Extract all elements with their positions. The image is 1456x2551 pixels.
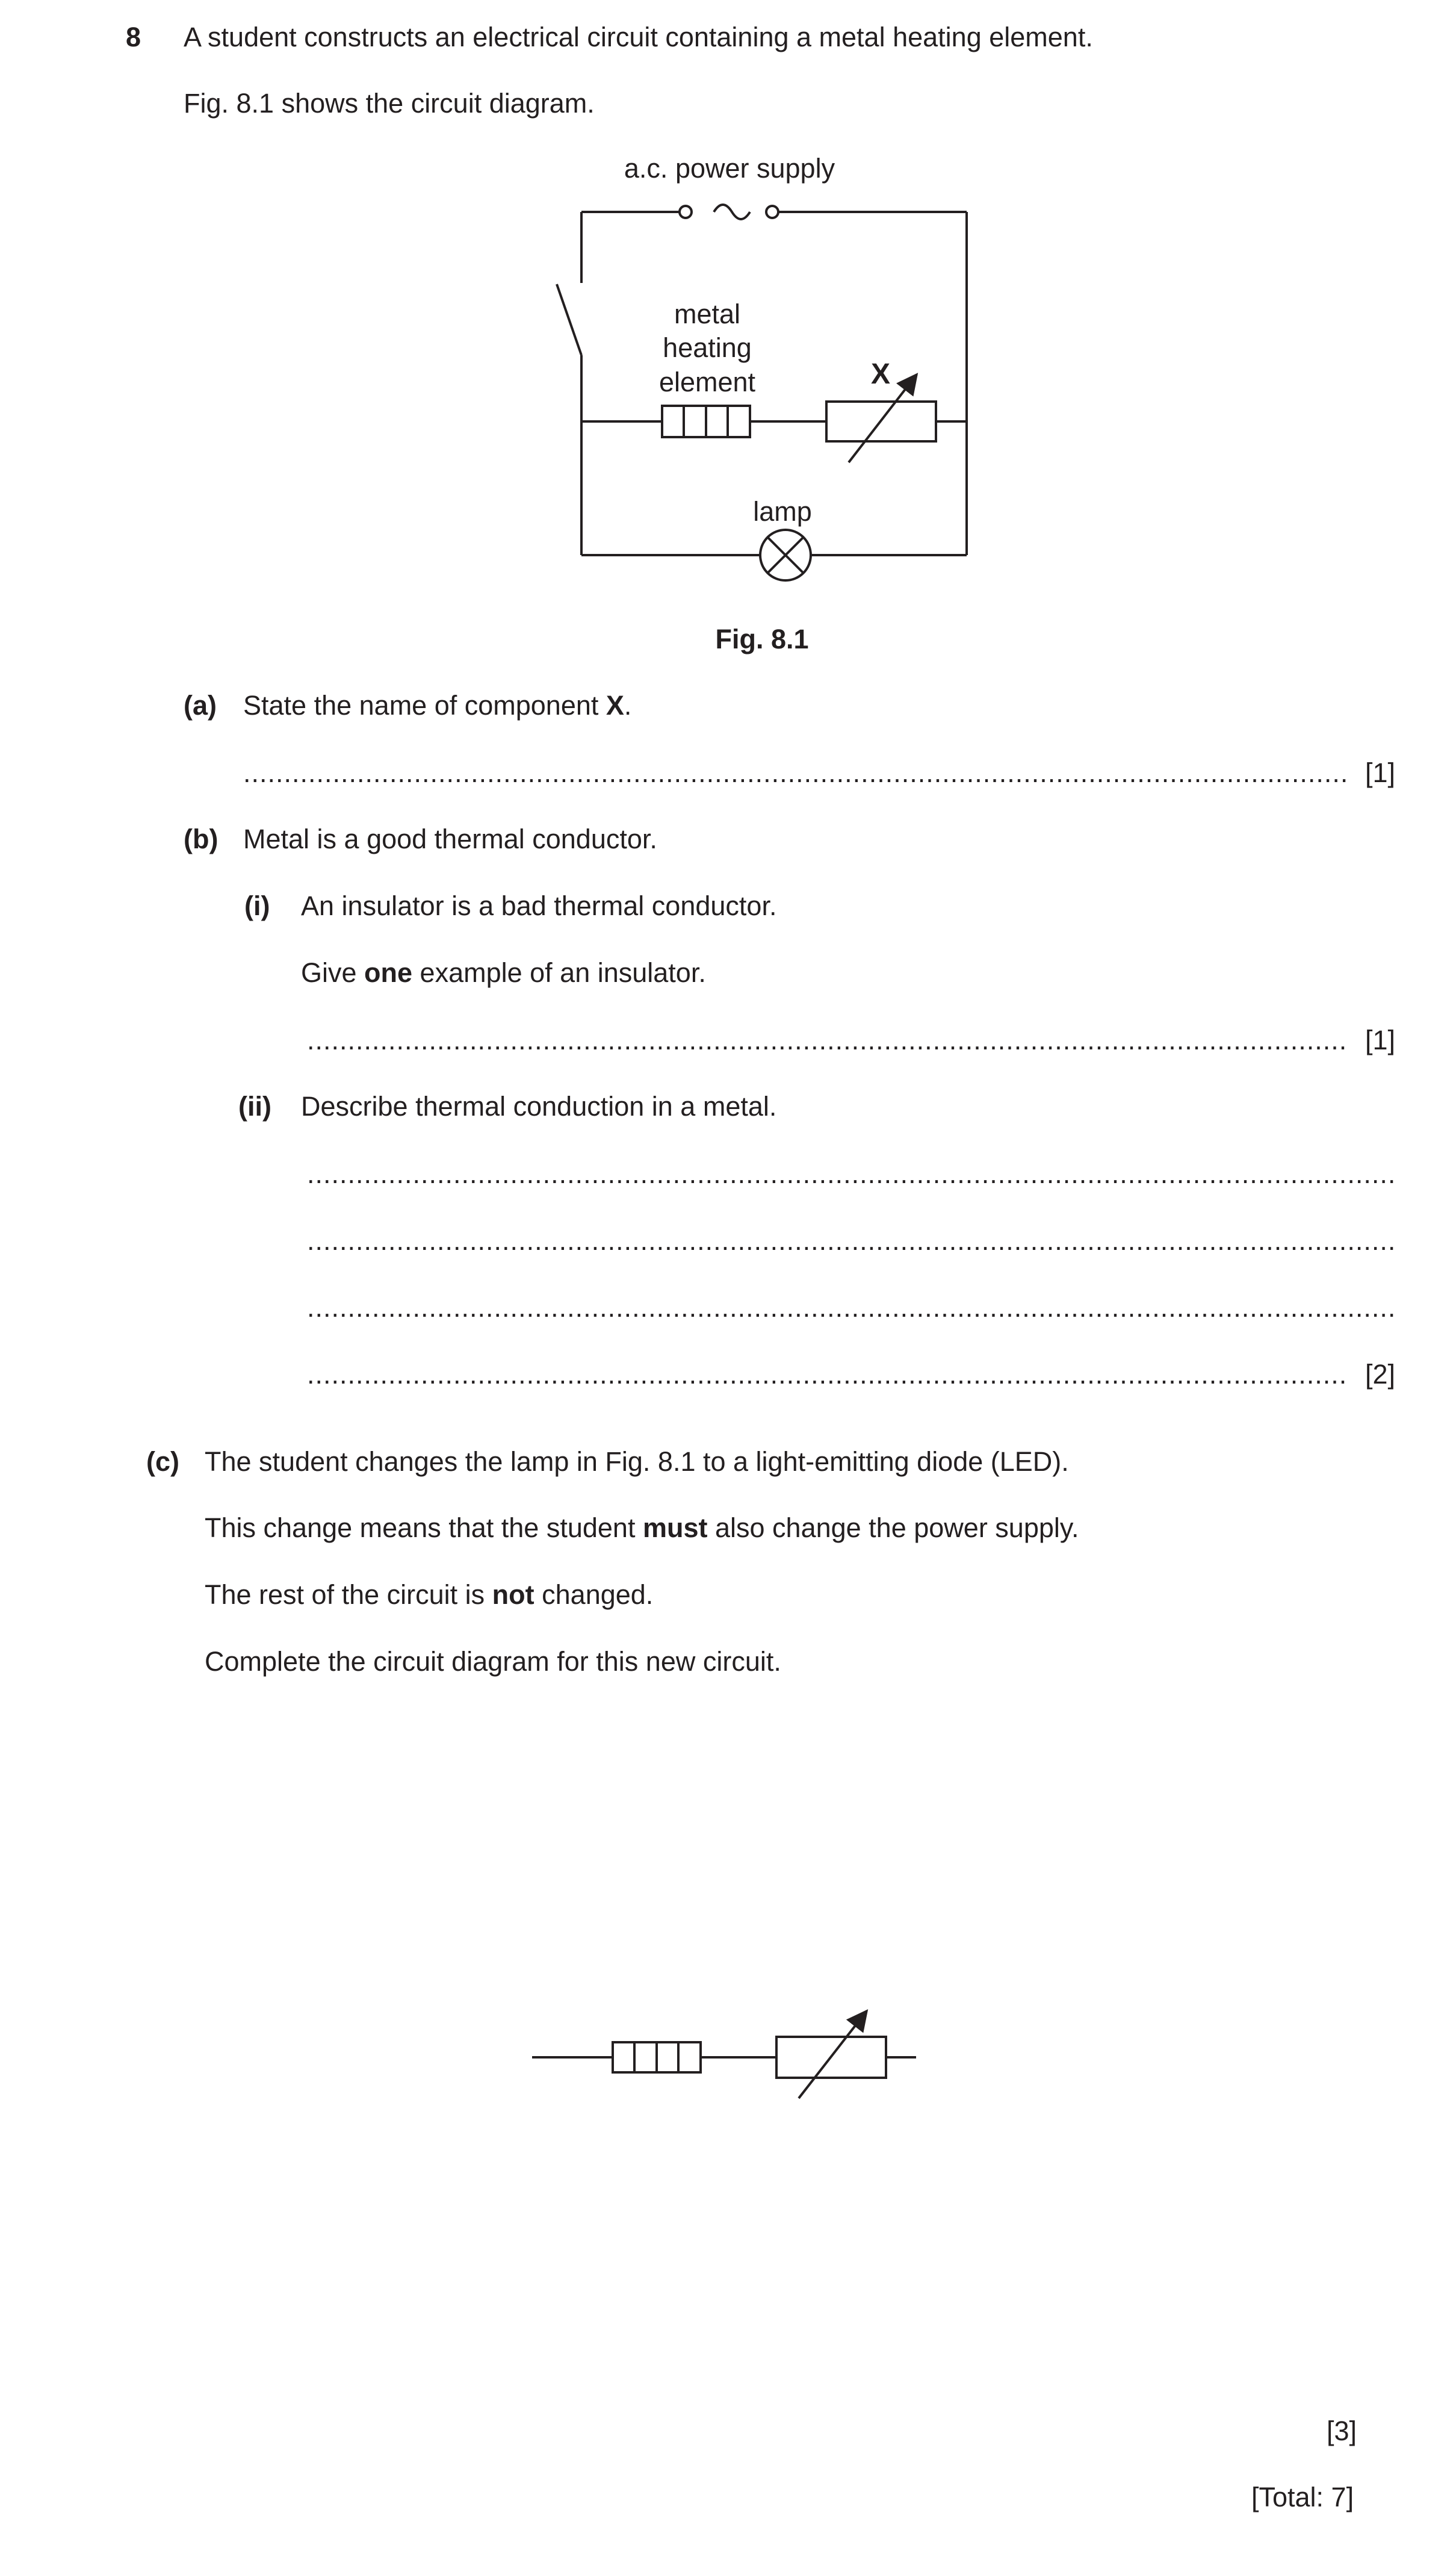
part-b-i-line2-bold: one	[364, 957, 413, 988]
part-b-i-label: (i)	[244, 890, 270, 921]
component-x-label: X	[870, 358, 891, 390]
part-c-line3-text: The rest of the circuit is	[205, 1579, 492, 1610]
part-c-line2-end: also change the power supply.	[707, 1512, 1079, 1543]
question-number: 8	[126, 22, 141, 52]
part-a-label: (a)	[184, 690, 217, 721]
partial-variable-arrow-icon	[799, 2011, 867, 2098]
partial-circuit-diagram	[532, 2011, 916, 2098]
part-b-label: (b)	[184, 824, 218, 854]
total-marks: [Total: 7]	[1251, 2482, 1354, 2512]
part-a-question	[243, 689, 631, 722]
part-c-line3-bold: not	[492, 1579, 534, 1610]
part-c-marks: [3]	[1327, 2416, 1357, 2446]
supply-terminal-left	[680, 206, 692, 218]
answer-line-a[interactable]	[243, 756, 1348, 790]
heater-label-line2: heating	[663, 332, 752, 363]
part-c-line2-bold: must	[642, 1512, 708, 1543]
part-c-line2	[205, 1511, 1079, 1545]
part-b-i-line2-end: example of an insulator.	[412, 957, 706, 988]
lamp-label: lamp	[753, 496, 812, 527]
switch-icon	[557, 284, 581, 355]
supply-terminal-right	[766, 206, 778, 218]
part-b-i-line2-text: Give	[301, 957, 365, 988]
part-a-marks: [1]	[1365, 757, 1396, 788]
part-a-text-bold: X	[606, 690, 624, 721]
part-b-ii-text: Describe thermal conduction in a metal.	[301, 1091, 777, 1122]
answer-line-b-i[interactable]	[307, 1024, 1348, 1057]
part-b-ii-marks: [2]	[1365, 1359, 1396, 1390]
part-c-line3	[205, 1578, 653, 1612]
answer-line-b-ii-3[interactable]	[307, 1291, 1396, 1325]
part-c-line1: The student changes the lamp in Fig. 8.1 to a light-emitting diode (LED).	[205, 1446, 1069, 1477]
answer-line-b-ii-4[interactable]	[307, 1358, 1348, 1391]
part-c-line4: Complete the circuit diagram for this new circuit.	[205, 1646, 781, 1677]
part-c-line2-text: This change means that the student	[205, 1512, 643, 1543]
part-c-line3-end: changed.	[534, 1579, 654, 1610]
part-b-i-line2	[301, 956, 706, 990]
part-a-text: State the name of component	[243, 690, 606, 721]
part-b-i-marks: [1]	[1365, 1025, 1396, 1055]
supply-label: a.c. power supply	[624, 153, 835, 184]
heater-label-line3: element	[658, 367, 756, 397]
part-b-text: Metal is a good thermal conductor.	[243, 824, 657, 854]
part-b-i-line1: An insulator is a bad thermal conductor.	[301, 890, 777, 921]
question-intro: A student constructs an electrical circuit containing a metal heating element.	[184, 22, 1093, 52]
part-b-ii-label: (ii)	[238, 1091, 271, 1122]
heater-label-line1: metal	[674, 299, 741, 329]
answer-line-b-ii-2[interactable]	[307, 1224, 1396, 1258]
answer-line-b-ii-1[interactable]	[307, 1157, 1396, 1191]
figure-caption: Fig. 8.1	[715, 624, 809, 654]
part-c-label: (c)	[146, 1446, 179, 1477]
figure-intro: Fig. 8.1 shows the circuit diagram.	[184, 88, 595, 119]
part-a-text-end: .	[624, 690, 632, 721]
ac-symbol	[714, 205, 750, 219]
